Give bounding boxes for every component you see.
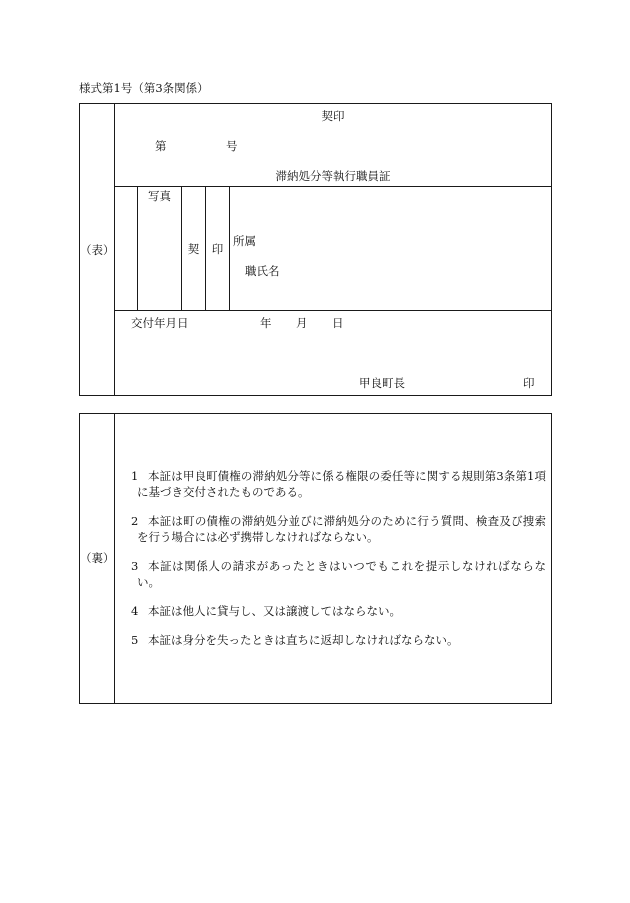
name-label: 職氏名 (245, 264, 280, 278)
tally-seal-char-right: 印 (211, 242, 224, 256)
issue-year-label: 年 (260, 316, 272, 330)
notice-item-text: 本証は関係人の請求があったときはいつでもこれを提示しなければならな (148, 559, 546, 573)
notice-item-number: 5 (131, 633, 139, 647)
notice-item-text: 本証は町の債権の滞納処分並びに滞納処分のために行う質問、検査及び捜索 (148, 514, 546, 528)
notice-item-first-line (131, 513, 546, 529)
notice-item-text: 本証は身分を失ったときは直ちに返却しなければならない。 (148, 633, 459, 647)
back-card-table (79, 413, 552, 704)
issue-day-label: 日 (332, 316, 344, 330)
notice-item-number: 1 (131, 469, 139, 483)
notice-item-first-line (131, 603, 546, 619)
notice-item (131, 603, 546, 619)
notice-item-number: 2 (131, 514, 139, 528)
notice-item-text-continued: に基づき交付されたものである。 (137, 485, 310, 499)
card-number-prefix: 第 (155, 139, 167, 153)
affiliation-label: 所属 (233, 234, 256, 248)
notice-item (131, 558, 546, 590)
notice-list (131, 468, 546, 661)
details-column-divider (229, 186, 230, 310)
notice-item (131, 513, 546, 545)
notice-item-text-continued: い。 (137, 575, 160, 589)
tally-seal-label: 契印 (321, 109, 345, 123)
notice-item-first-line (131, 468, 546, 484)
notice-item (131, 468, 546, 500)
photo-column-left-divider (137, 186, 138, 310)
issue-date-label: 交付年月日 (131, 316, 189, 330)
section-divider-upper (114, 186, 551, 187)
tally-seal-char-left: 契 (187, 242, 200, 256)
issuer-name: 甲良町長 (359, 376, 405, 390)
section-divider-lower (114, 310, 551, 311)
issuer-seal-label: 印 (523, 376, 535, 390)
front-side-label: （表） (80, 243, 115, 257)
notice-item-text: 本証は他人に貸与し、又は譲渡してはならない。 (148, 604, 401, 618)
notice-item (131, 632, 546, 648)
card-number-suffix: 号 (226, 139, 238, 153)
notice-item-text: 本証は甲良町債権の滞納処分等に係る権限の委任等に関する規則第3条第1項 (148, 469, 546, 483)
notice-item-number: 3 (131, 559, 139, 573)
front-card-table (79, 103, 552, 396)
notice-item-first-line (131, 558, 546, 574)
back-side-label: （裏） (80, 551, 115, 565)
notice-item-first-line (131, 632, 546, 648)
card-title: 滞納処分等執行職員証 (275, 169, 391, 183)
form-title: 様式第1号（第3条関係） (79, 81, 209, 95)
notice-item-text-continued: を行う場合には必ず携帯しなければならない。 (137, 530, 379, 544)
photo-label: 写真 (148, 189, 171, 203)
notice-item-number: 4 (131, 604, 139, 618)
issue-month-label: 月 (296, 316, 308, 330)
